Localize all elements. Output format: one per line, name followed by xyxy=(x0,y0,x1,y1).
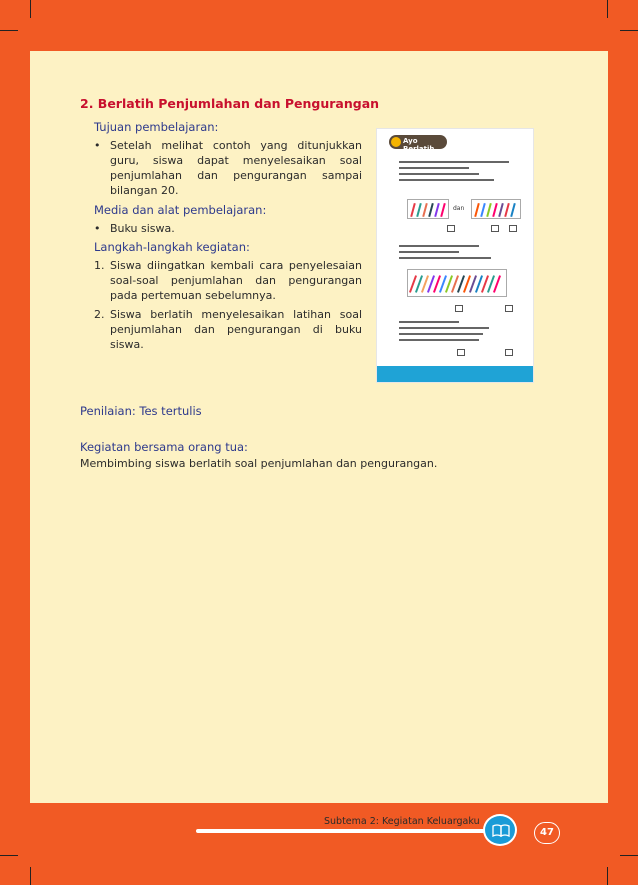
pencil-box xyxy=(407,269,507,297)
footer-subtema: Subtema 2: Kegiatan Keluargaku xyxy=(324,816,480,827)
list-item: • Setelah melihat contoh yang ditunjukkan guru, siswa dapat menyelesaikan soal penjumlahan dan pengurangan sampai bilangan 20. xyxy=(94,139,362,197)
langkah-heading: Langkah-langkah kegiatan: xyxy=(94,240,250,254)
answer-box xyxy=(505,349,513,356)
thumb-text-line xyxy=(399,251,459,253)
thumbnail-badge-label: Ayo Berlatih xyxy=(403,137,435,153)
thumb-connector: dan xyxy=(453,205,465,212)
answer-box xyxy=(447,225,455,232)
crop-mark xyxy=(607,0,608,18)
thumb-text-line xyxy=(399,245,479,247)
crop-mark xyxy=(0,30,18,31)
thumb-wave-footer xyxy=(377,366,534,382)
thumb-text-line xyxy=(399,333,483,335)
tujuan-heading: Tujuan pembelajaran: xyxy=(94,120,219,134)
list-item: 1. Siswa diingatkan kembali cara penyelesaian soal-soal penjumlahan dan pengurangan pada pertemuan sebelumnya. xyxy=(94,259,362,302)
media-heading: Media dan alat pembelajaran: xyxy=(94,203,267,217)
section-title: 2. Berlatih Penjumlahan dan Pengurangan xyxy=(80,96,380,111)
list-item: • Buku siswa. xyxy=(94,222,175,235)
answer-box xyxy=(491,225,499,232)
crop-mark xyxy=(0,855,18,856)
thumb-text-line xyxy=(399,321,459,323)
thumb-text-line xyxy=(399,173,479,175)
student-book-thumbnail xyxy=(376,128,534,383)
penilaian-heading: Penilaian: Tes tertulis xyxy=(80,404,202,418)
thumb-text-line xyxy=(399,179,494,181)
badge-icon xyxy=(391,137,401,147)
pencil-box xyxy=(471,199,521,219)
book-icon xyxy=(492,824,510,837)
kegiatan-text: Membimbing siswa berlatih soal penjumlahan dan pengurangan. xyxy=(80,457,438,470)
footer-bar xyxy=(196,829,496,833)
book-badge xyxy=(483,814,517,846)
thumbnail-badge xyxy=(389,135,447,153)
thumb-text-line xyxy=(399,161,509,163)
thumb-text-line xyxy=(399,339,479,341)
crop-mark xyxy=(620,855,638,856)
crop-mark xyxy=(607,867,608,885)
thumb-text-line xyxy=(399,167,469,169)
kegiatan-heading: Kegiatan bersama orang tua: xyxy=(80,440,248,454)
list-item-text: Siswa berlatih menyelesaikan latihan soal penjumlahan dan pengurangan di buku siswa. xyxy=(110,308,362,351)
crop-mark xyxy=(30,867,31,885)
pencil-box xyxy=(407,199,449,219)
answer-box xyxy=(509,225,517,232)
thumb-text-line xyxy=(399,327,489,329)
crop-mark xyxy=(30,0,31,18)
list-item-text: Siswa diingatkan kembali cara penyelesaian soal-soal penjumlahan dan pengurangan pada pertemuan sebelumnya. xyxy=(110,259,362,302)
answer-box xyxy=(455,305,463,312)
list-item-text: Setelah melihat contoh yang ditunjukkan guru, siswa dapat menyelesaikan soal penjumlahan dan pengurangan sampai bilangan 20. xyxy=(110,139,362,197)
answer-box xyxy=(505,305,513,312)
thumb-text-line xyxy=(399,257,491,259)
crop-mark xyxy=(620,30,638,31)
page-number: 47 xyxy=(534,822,560,844)
list-item: 2. Siswa berlatih menyelesaikan latihan soal penjumlahan dan pengurangan di buku siswa. xyxy=(94,308,362,351)
list-item-text: Buku siswa. xyxy=(110,222,175,235)
answer-box xyxy=(457,349,465,356)
